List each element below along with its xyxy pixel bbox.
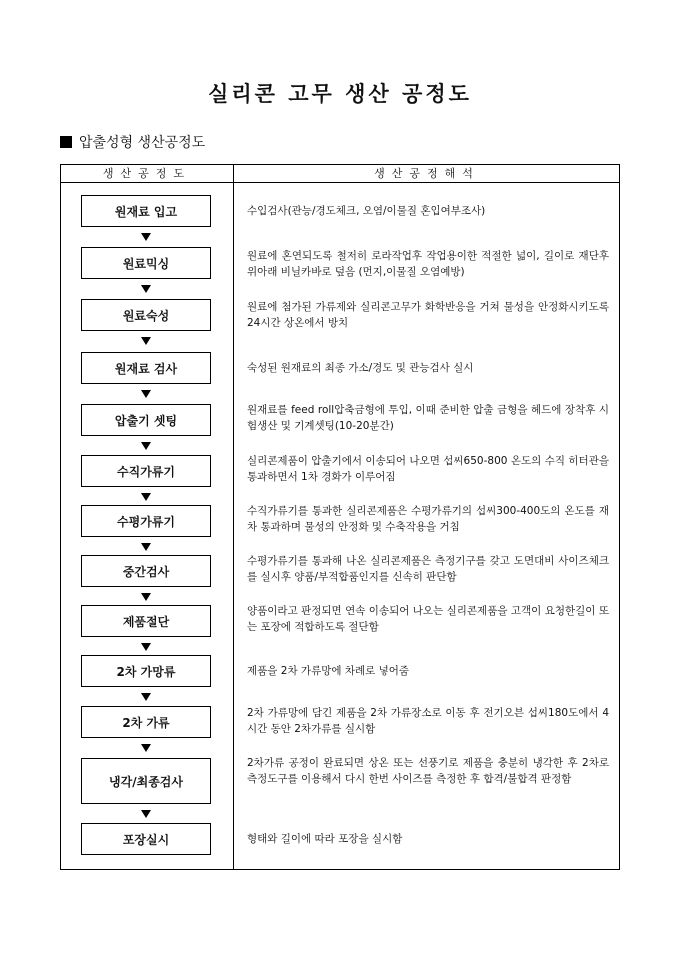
- step-description: 원료에 혼연되도록 철저히 로라작업후 작업용이한 적절한 넓이, 길이로 재단후 위아래 비닐카바로 덮음 (먼지,이물질 오염예방): [247, 250, 609, 278]
- step-box: 포장실시: [81, 823, 211, 855]
- step-description: 수평가류기를 통과해 나온 실리콘제품은 측정기구를 갖고 도면대비 사이즈체크를 실시후 양품/부적합품인지를 신속히 판단함: [247, 555, 609, 583]
- step-description: 제품을 2차 가류망에 차례로 넣어줌: [247, 665, 410, 677]
- step-description: 2차 가류망에 담긴 제품을 2차 가류장소로 이동 후 전기오븐 섭씨180도에서 4시간 동안 2차가류를 실시함: [247, 707, 609, 735]
- step-box: 원료숙성: [81, 299, 211, 331]
- step-description: 수직가류기를 통과한 실리콘제품은 수평가류기의 섭씨300-400도의 온도를 재차 통과하며 물성의 안정화 및 수축작용을 거침: [247, 505, 609, 533]
- down-arrow-icon: [141, 693, 151, 701]
- column-divider: [233, 165, 234, 869]
- down-arrow-icon: [141, 337, 151, 345]
- down-arrow-icon: [141, 390, 151, 398]
- process-table: [60, 164, 620, 870]
- step-box: 중간검사: [81, 555, 211, 587]
- step-description: 수입검사(관능/경도체크, 오염/이물질 혼입여부조사): [247, 205, 486, 217]
- step-description: 2차가류 공정이 완료되면 상온 또는 선풍기로 제품을 충분히 냉각한 후 2차로 측정도구를 이용해서 다시 한번 사이즈를 측정한 후 합격/불합격 판정함: [247, 757, 609, 785]
- down-arrow-icon: [141, 810, 151, 818]
- header-process-chart: 생산공정도: [102, 167, 192, 180]
- down-arrow-icon: [141, 593, 151, 601]
- step-box: 수평가류기: [81, 505, 211, 537]
- down-arrow-icon: [141, 442, 151, 450]
- step-box: 원료믹싱: [81, 247, 211, 279]
- step-box: 수직가류기: [81, 455, 211, 487]
- step-description: 양품이라고 판정되면 연속 이송되어 나오는 실리콘제품을 고객이 요청한길이 또는 포장에 적합하도록 절단함: [247, 605, 609, 633]
- down-arrow-icon: [141, 643, 151, 651]
- step-box: 냉각/최종검사: [81, 758, 211, 804]
- down-arrow-icon: [141, 285, 151, 293]
- step-description: 형태와 길이에 따라 포장을 실시함: [247, 833, 403, 845]
- down-arrow-icon: [141, 233, 151, 241]
- step-box: 2차 가류: [81, 706, 211, 738]
- section-label: 압출성형 생산공정도: [79, 135, 206, 151]
- step-box: 원재료 입고: [81, 195, 211, 227]
- down-arrow-icon: [141, 543, 151, 551]
- down-arrow-icon: [141, 744, 151, 752]
- square-bullet-icon: [60, 136, 72, 148]
- step-box: 원재료 검사: [81, 352, 211, 384]
- header-process-analysis: 생산공정해석: [374, 167, 480, 180]
- step-description: 숙성된 원재료의 최종 가소/경도 및 관능검사 실시: [247, 362, 474, 374]
- header-divider: [61, 182, 619, 183]
- section-heading: [60, 132, 205, 152]
- step-description: 원재료를 feed roll압축금형에 투입, 이때 준비한 압출 금형을 헤드에 장착후 시험생산 및 기계셋팅(10-20분간): [247, 404, 609, 432]
- step-description: 원료에 첨가된 가류제와 실리콘고무가 화학반응을 거쳐 물성을 안정화시키도록 24시간 상온에서 방치: [247, 301, 609, 329]
- step-box: 압출기 셋팅: [81, 404, 211, 436]
- step-box: 2차 가망류: [81, 655, 211, 687]
- step-box: 제품절단: [81, 605, 211, 637]
- step-description: 실리콘제품이 압출기에서 이송되어 나오면 섭씨650-800 온도의 수직 히터관을 통과하면서 1차 경화가 이루어짐: [247, 455, 609, 483]
- down-arrow-icon: [141, 493, 151, 501]
- page-title: 실리콘 고무 생산 공정도: [208, 81, 472, 106]
